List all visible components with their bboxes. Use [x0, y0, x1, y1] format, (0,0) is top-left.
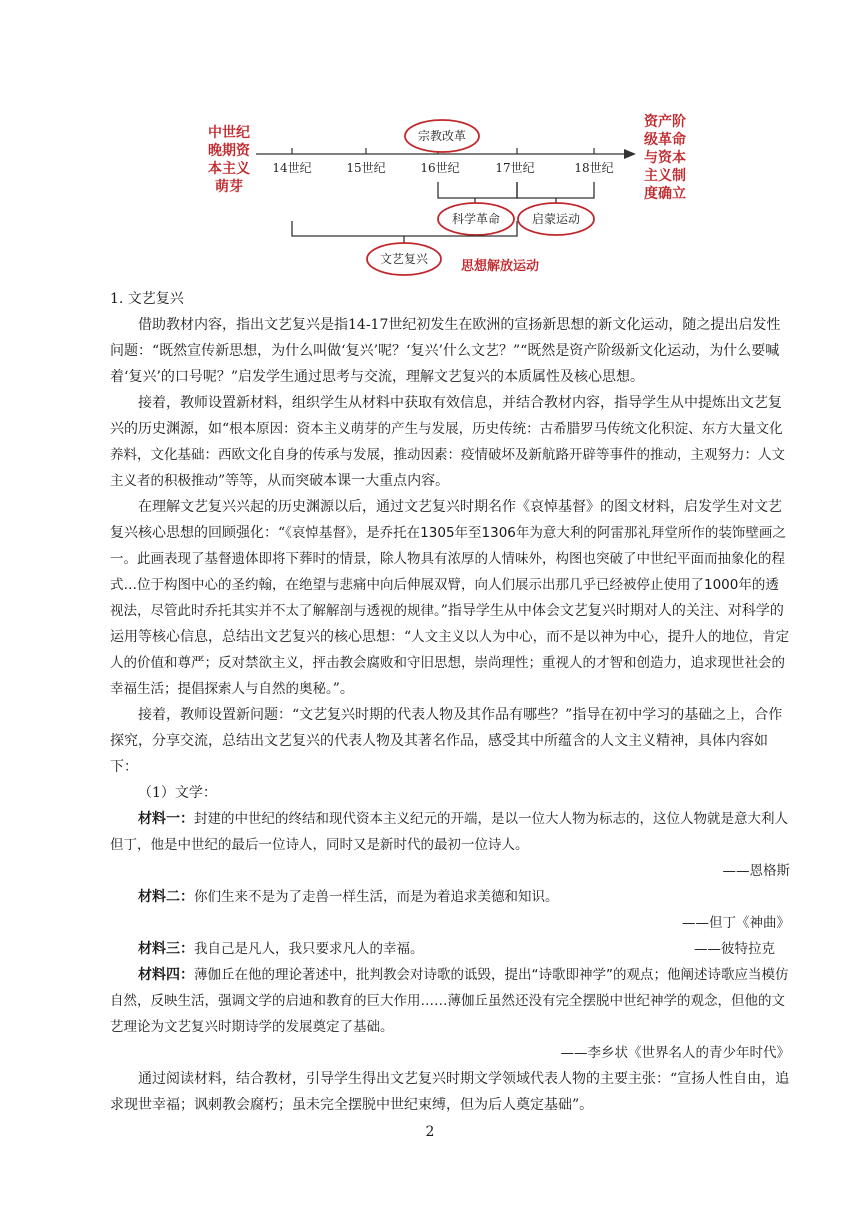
material-text: 我自己是凡人，我只要求凡人的幸福。 [194, 941, 424, 957]
axis-arrow [624, 149, 636, 159]
reformation-label: 宗教改革 [417, 129, 467, 143]
science-label: 科学革命 [451, 212, 501, 226]
left-label-line: 晚期资 [208, 143, 250, 159]
right-label-line: 与资本 [644, 150, 686, 166]
material-source: ——李乡状《世界名人的青少年时代》 [560, 1045, 790, 1061]
tick-label: 18世纪 [574, 161, 614, 175]
left-label [208, 124, 251, 195]
enlightenment-label: 启蒙运动 [531, 212, 581, 226]
enlightenment-bracket [517, 182, 594, 198]
emancipation-label: 思想解放运动 [460, 259, 540, 274]
text-run: ”。 [332, 681, 354, 697]
paragraph: 借助教材内容，指出文艺复兴是指14-17世纪初发生在欧洲的宣扬新思想的新文化运动，随之提出启发性问题：“既然宣传新思想，为什么叫做‘复兴’呢？‘复兴’什么文艺？”“既然是资产阶级新文化运动，为什么要喊着‘复兴’的口号呢？”启发学生通过思考与交流，理解文艺复兴的本质属性及核心思想。 [110, 317, 781, 385]
material-2 [110, 884, 790, 910]
timeline-diagram [0, 0, 860, 290]
material-source: ——彼特拉克 [694, 941, 775, 957]
text-run: 在理解文艺复兴兴起的历史渊源以后，通过文艺复兴时期名作《哀悼基督》的图文材料，启发学生对文艺复兴核心思想的回顾强化：“ [110, 499, 782, 541]
material-source: ——恩格斯 [722, 863, 790, 879]
material-4 [110, 962, 790, 1040]
page-number: 2 [425, 1124, 435, 1140]
tick-label: 15世纪 [346, 161, 386, 175]
renaissance-label: 文艺复兴 [379, 252, 429, 266]
paragraph [110, 390, 790, 494]
paragraph: 接着，教师设置新问题：“文艺复兴时期的代表人物及其作品有哪些？”指导在初中学习的基础之上，合作探究，分享交流，总结出文艺复兴的代表人物及其著名作品，感受其中所蕴含的人文主义精神，具体内容如下： [110, 707, 783, 775]
left-label-line: 萌芽 [215, 179, 243, 195]
section-heading: 1. 文艺复兴 [110, 291, 184, 307]
subheading: （1）文学： [138, 785, 217, 801]
material-text: 薄伽丘在他的理论著述中，批判教会对诗歌的诋毁，提出“诗歌即神学”的观点；他阐述诗歌应当模仿自然，反映生活，强调文学的启迪和教育的巨大作用……薄伽丘虽然还没有完全摆脱中世纪神学的观念，但他的文艺理论为文艺复兴时期诗学的发展奠定了基础。 [110, 967, 789, 1035]
material-1 [110, 806, 790, 858]
material-text: 你们生来不是为了走兽一样生活，而是为着追求美德和知识。 [194, 889, 559, 905]
material-text: 封建的中世纪的终结和现代资本主义纪元的开端，是以一位大人物为标志的，这位人物就是意大利人但丁，他是中世纪的最后一位诗人，同时又是新时代的最初一位诗人。 [110, 811, 788, 853]
right-label-line: 级革命 [644, 132, 686, 148]
document-body [110, 286, 790, 1118]
text-run: ”指导学生从中体会文艺复兴时期对人的关注、对科学的运用等核心信息，总结出文艺复兴的核心思想：“ [110, 603, 784, 645]
quoted-material: 人文主义以人为中心，而不是以神为中心，提升人的地位，肯定人的价值和尊严；反对禁欲主义，抨击教会腐败和守旧思想，崇尚理性；重视人的才智和创造力，追求现世社会的幸福生活；提倡探索人与自然的奥秘。 [110, 629, 790, 697]
text-run: ”等等，从而突破本课一大重点内容。 [218, 473, 450, 489]
science-bracket [438, 182, 517, 198]
tick-label: 17世纪 [495, 161, 535, 175]
quoted-material: 《哀悼基督》，是乔托在1305年至1306年为意大利的阿雷那礼拜堂所作的装饰壁画之一。此画表现了基督遗体即将下葬时的情景，除人物具有浓厚的人情味外，构图也突破了中世纪平面而抽象化的程式…位于构图中心的圣约翰，在绝望与悲痛中向后伸展双臂，向人们展示出那几乎已经被停止使用了1000年的透视法，尽管此时乔托其实并不太了解解剖与透视的规律。 [110, 525, 786, 619]
right-label-line: 度确立 [644, 186, 686, 202]
left-label-line: 中世纪 [208, 125, 250, 141]
right-label-line: 主义制 [644, 168, 686, 184]
right-label-line: 资产阶 [644, 114, 686, 130]
left-label-line: 本主义 [208, 161, 250, 177]
paragraph [110, 494, 790, 702]
material-label: 材料二： [138, 889, 194, 905]
material-label: 材料一： [138, 811, 194, 827]
text-run: 接着，教师设置新材料，组织学生从材料中获取有效信息，并结合教材内容，指导学生从中提炼出文艺复兴的历史渊源，如“ [110, 395, 782, 437]
material-source: ——但丁《神曲》 [682, 915, 790, 931]
tick-label: 14世纪 [272, 161, 312, 175]
material-label: 材料四： [138, 967, 194, 983]
quoted-material: 根本原因：资本主义萌芽的产生与发展，历史传统：古希腊罗马传统文化积淀、东方大量文化养料，文化基础：西欧文化自身的传承与发展，推动因素：疫情破坏及新航路开辟等事件的推动，主观努力：人文主义者的积极推动 [110, 421, 785, 489]
material-label: 材料三： [138, 941, 194, 957]
tick-label: 16世纪 [420, 161, 460, 175]
material-3 [110, 936, 790, 962]
right-label [644, 113, 686, 202]
paragraph: 通过阅读材料，结合教材，引导学生得出文艺复兴时期文学领域代表人物的主要主张：“宣扬人性自由，追求现世幸福；讽刺教会腐朽；虽未完全摆脱中世纪束缚，但为后人奠定基础”。 [110, 1071, 790, 1113]
